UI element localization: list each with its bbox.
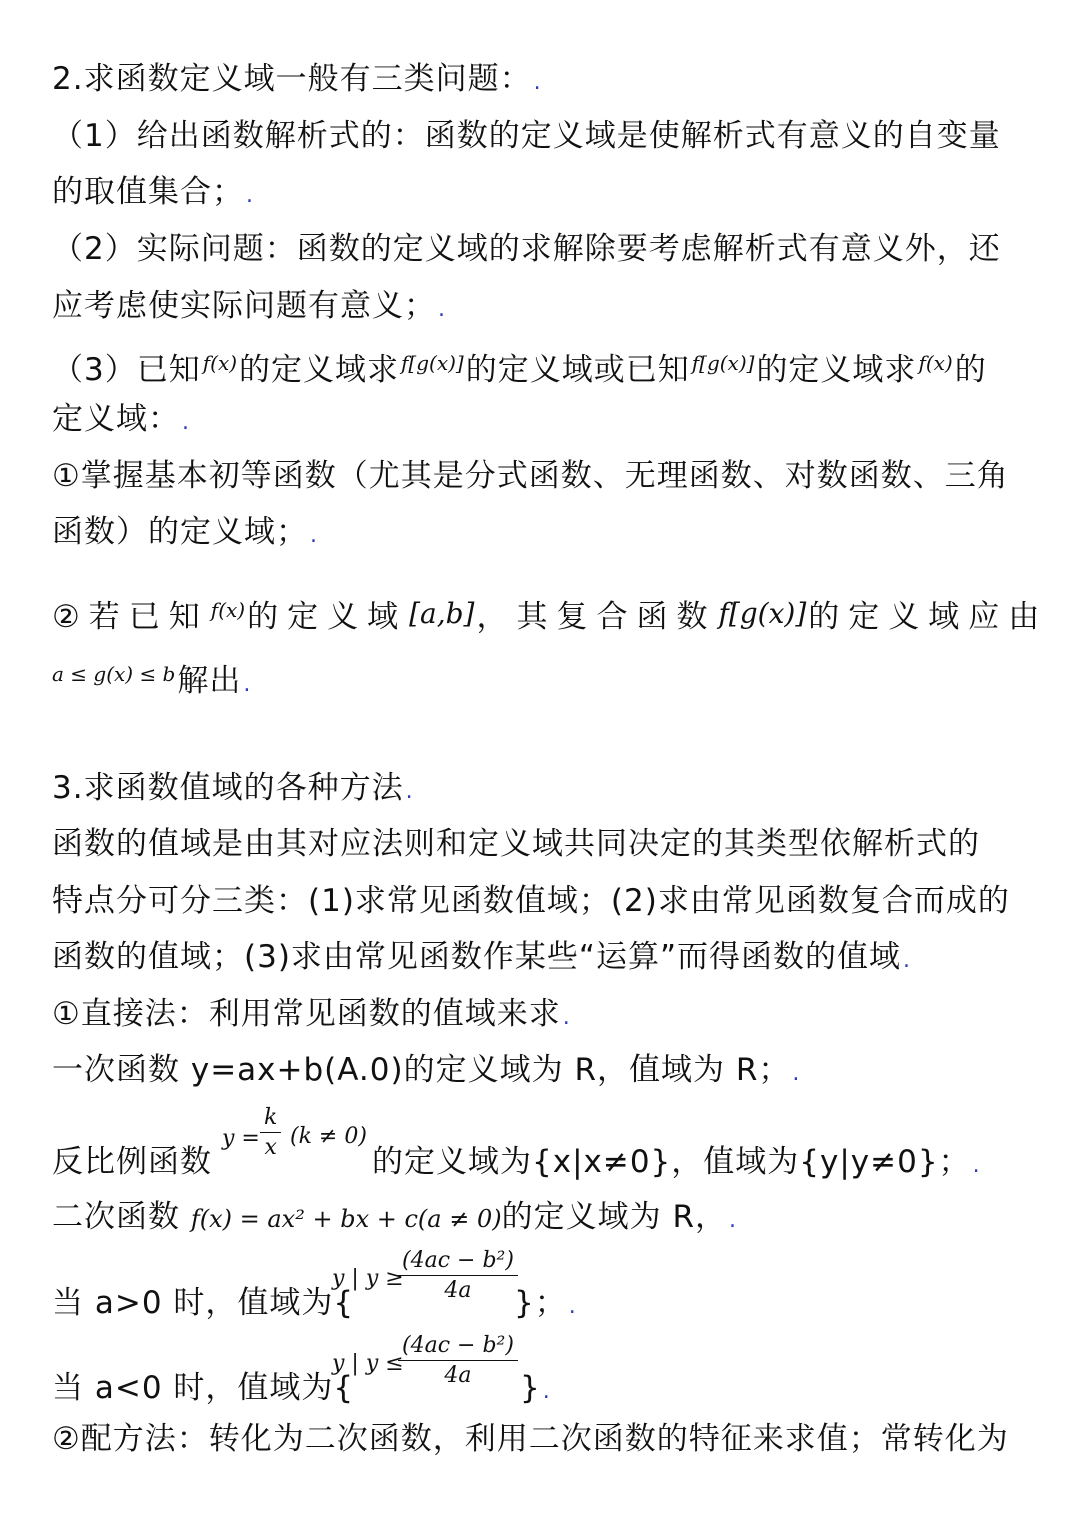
formula-fraction-positive: $\frac{\text{(4ac − b²)}}{4a}$ (398, 1248, 518, 1303)
section2-heading: 2.求函数定义域一般有三类问题：. (52, 61, 541, 97)
formula-set-ge: y | y ≥ (332, 1266, 404, 1291)
intro-line2: 特点分可分三类：(1)求常见函数值域；(2)求由常见函数复合而成的 (52, 883, 1010, 919)
formula-fx: f(x) (918, 351, 953, 375)
formula-inverse-fraction: $\frac{k}{x}$ (260, 1105, 281, 1160)
circled1-line1: ①掌握基本初等函数（尤其是分式函数、无理函数、对数函数、三角 (52, 458, 1009, 494)
range-positive-end: }；. (514, 1285, 576, 1321)
formula-inverse-y: y = (222, 1126, 260, 1151)
intro-line3: 函数的值域；(3)求由常见函数作某些“运算”而得函数的值域. (52, 939, 911, 975)
item3-line2: 定义域：. (52, 401, 189, 437)
formula-fgx: f[g(x)] (718, 597, 807, 630)
inverse-label: 反比例函数 (52, 1144, 212, 1180)
formula-fx: f(x) (202, 351, 238, 375)
direct-method: ①直接法：利用常见函数的值域来求. (52, 996, 570, 1032)
item1-line2: 的取值集合；. (52, 174, 253, 210)
range-positive-label: 当 a>0 时，值域为{ (52, 1285, 355, 1321)
formula-fraction-negative: $\frac{\text{(4ac − b²)}}{4a}$ (398, 1333, 518, 1388)
range-negative-end: }. (520, 1370, 550, 1406)
formula-inverse-condition: (k ≠ 0) (290, 1124, 367, 1149)
item3-line1: （3）已知 $^{f(x)}$的定义域求 $^{f[g(x)]}$的定义域或已知 $^{f[g(x)]}$的定义域求 $^{f(x)}$的 (52, 351, 987, 388)
linear-function: 一次函数 y=ax+b(A.0)的定义域为 R，值域为 R；. (52, 1052, 800, 1088)
circled2-line1: ②若已知 $^{f(x)}$的定义域[a,b]，其复合函数f[g(x)]的定义域应由 (52, 597, 1049, 635)
inverse-text: 的定义域为{x|x≠0}，值域为{y|y≠0}；. (372, 1144, 980, 1180)
range-negative-label: 当 a<0 时，值域为{ (52, 1370, 355, 1406)
completing-square-method: ②配方法：转化为二次函数，利用二次函数的特征来求值；常转化为 (52, 1421, 1009, 1457)
item2-line1: （2）实际问题：函数的定义域的求解除要考虑解析式有意义外，还 (52, 231, 1001, 267)
circled1-line2: 函数）的定义域；. (52, 514, 317, 550)
formula-fgx: f[g(x)] (401, 351, 464, 375)
formula-inequality: a ≤ g(x) ≤ b (52, 662, 176, 686)
section3-heading: 3.求函数值域的各种方法. (52, 770, 413, 806)
formula-fx: f(x) (210, 598, 246, 622)
item1-line1: （1）给出函数解析式的：函数的定义域是使解析式有意义的自变量 (52, 118, 1001, 154)
circled2-line2: $^{a \le g(x) \le b}$解出. (52, 662, 251, 699)
formula-fgx: f[g(x)] (691, 351, 755, 375)
intro-line1: 函数的值域是由其对应法则和定义域共同决定的其类型依解析式的 (52, 826, 980, 862)
item2-line2: 应考虑使实际问题有意义；. (52, 288, 445, 324)
formula-set-le: y | y ≤ (332, 1351, 404, 1376)
formula-interval: [a,b] (409, 597, 475, 630)
quadratic-line: 二次函数 f(x) = ax² + bx + c(a ≠ 0)的定义域为 R，. (52, 1199, 736, 1235)
formula-quadratic: f(x) = ax² + bx + c(a ≠ 0) (190, 1205, 502, 1233)
